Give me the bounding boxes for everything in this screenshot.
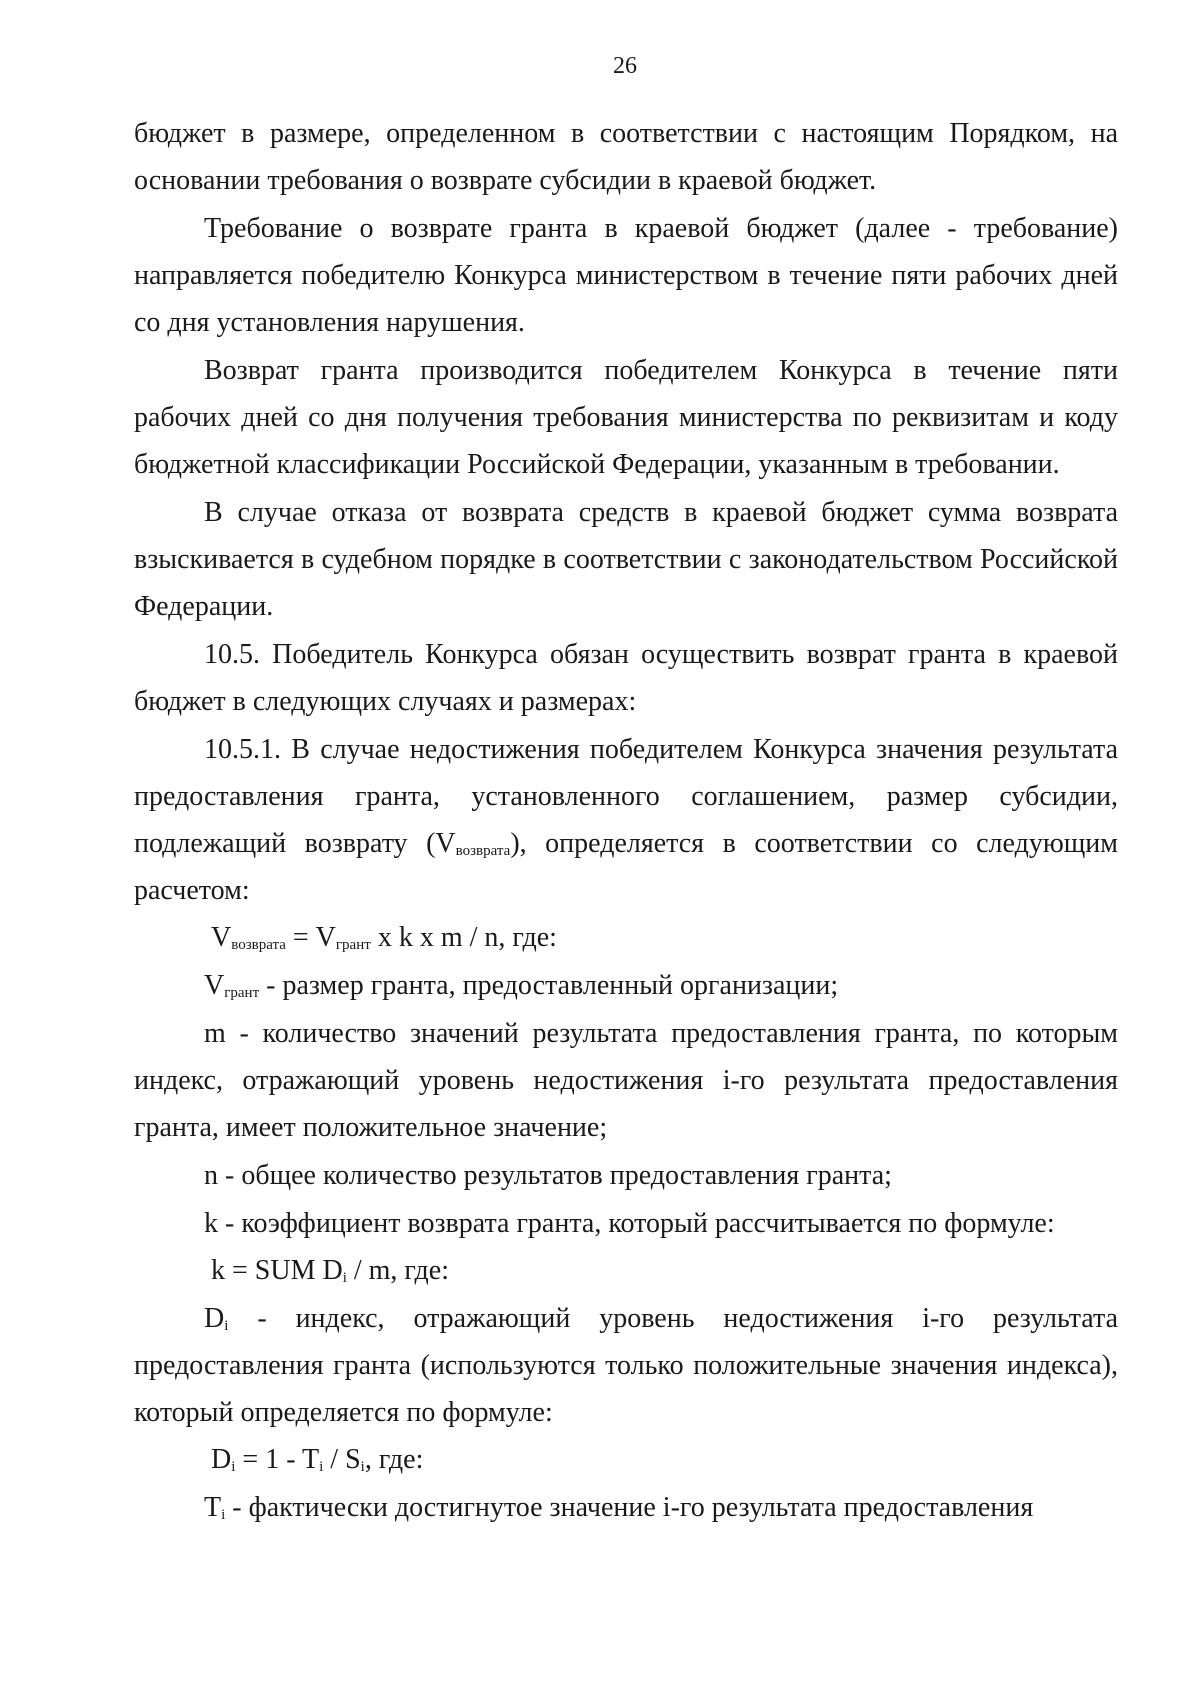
- paragraph-10-5-1: [134, 726, 1118, 914]
- page-number: 26: [613, 53, 637, 79]
- formula-k: [134, 1247, 1118, 1294]
- definition-t: [134, 1484, 1118, 1531]
- subscript: i: [319, 1459, 324, 1475]
- text-fragment: , где:: [364, 1444, 424, 1475]
- definition-m: m - количество значений результата предоставления гранта, по которым индекс, отражающий уровень недостижения i-го результата предоставления гранта, имеет положительное значение;: [134, 1018, 1118, 1143]
- text-fragment: - индекс, отражающий уровень недостижения i-го результата предоставления гранта (используются только положительные значения индекса), который определяется по формуле:: [134, 1303, 1118, 1428]
- definition-n: n - общее количество результатов предоставления гранта;: [204, 1160, 892, 1191]
- text-fragment: - размер гранта, предоставленный организации;: [259, 970, 839, 1001]
- text-fragment: = V: [285, 922, 336, 953]
- text-fragment: - фактически достигнутое значение i-го результата предоставления: [225, 1492, 1034, 1523]
- symbol: V: [211, 922, 232, 953]
- paragraph-refusal: В случае отказа от возврата средств в краевой бюджет сумма возврата взыскивается в судебном порядке в соответствии с законодательством Российской Федерации.: [134, 497, 1118, 622]
- definition-v-grant: [134, 962, 1118, 1009]
- subscript: возврата: [455, 843, 511, 859]
- paragraph-return-procedure: Возврат гранта производится победителем Конкурса в течение пяти рабочих дней со дня получения требования министерства по реквизитам и коду бюджетной классификации Российской Федерации, указанным в требовании.: [134, 355, 1118, 480]
- subscript: i: [342, 1270, 347, 1286]
- text-fragment: / m, где:: [346, 1255, 449, 1286]
- subscript: i: [360, 1459, 365, 1475]
- paragraph-continuation: бюджет в размере, определенном в соответствии с настоящим Порядком, на основании требования о возврате субсидии в краевой бюджет.: [134, 118, 1118, 196]
- text-fragment: k = SUM D: [211, 1255, 343, 1286]
- paragraph-requirement: Требование о возврате гранта в краевой бюджет (далее - требование) направляется победителю Конкурса министерством в течение пяти рабочих дней со дня установления нарушения.: [134, 213, 1118, 338]
- subscript: i: [231, 1459, 236, 1475]
- document-body: [134, 110, 1118, 1531]
- text-fragment: ), определяется в соответствии со следующим расчетом:: [134, 828, 1118, 906]
- symbol: V: [204, 970, 225, 1001]
- subscript: грант: [335, 937, 371, 953]
- definition-d: [134, 1295, 1118, 1436]
- symbol: D: [211, 1444, 232, 1475]
- subscript: возврата: [231, 937, 286, 953]
- symbol: T: [204, 1492, 222, 1523]
- formula-v-return: [134, 914, 1118, 961]
- subscript: i: [221, 1507, 226, 1523]
- paragraph-10-5: 10.5. Победитель Конкурса обязан осуществить возврат гранта в краевой бюджет в следующих случаях и размерах:: [134, 639, 1118, 717]
- subscript: грант: [224, 985, 260, 1001]
- text-fragment: = 1 - T: [235, 1444, 320, 1475]
- text-fragment: x k x m / n, где:: [370, 922, 557, 953]
- definition-k: k - коэффициент возврата гранта, который рассчитывается по формуле:: [204, 1208, 1055, 1239]
- text-fragment: / S: [323, 1444, 361, 1475]
- text-fragment: 10.5.1. В случае недостижения победителем Конкурса значения результата предоставления гранта, установленного соглашением, размер субсидии, подлежащий возврату (V: [134, 734, 1118, 859]
- symbol: D: [204, 1303, 225, 1334]
- formula-d: [134, 1436, 1118, 1483]
- subscript: i: [224, 1318, 229, 1334]
